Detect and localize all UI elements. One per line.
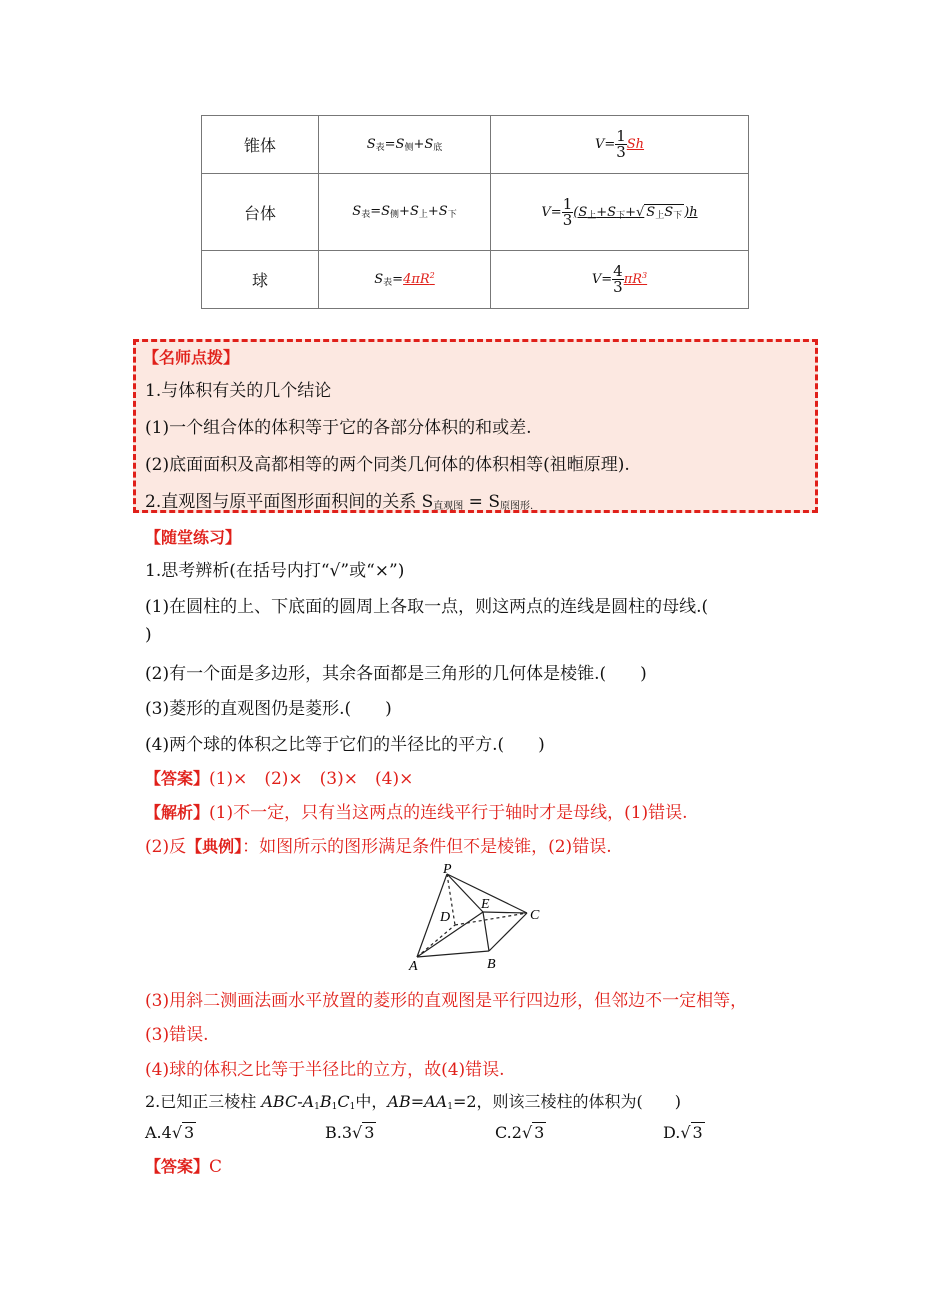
formula-text: 4πR: [403, 272, 430, 287]
table-row: [202, 174, 749, 251]
answer-text: C: [209, 1157, 223, 1177]
radical-sign: √: [635, 204, 645, 220]
tip-line: (1)一个组合体的体积等于它的各部分体积的和或差.: [145, 418, 532, 438]
formula-answer: [403, 272, 435, 287]
radical-sign: √: [521, 1123, 533, 1142]
numerator: 1: [616, 127, 626, 145]
formula-sub: 表: [383, 278, 393, 288]
formula-text: +S: [399, 204, 419, 219]
option-c[interactable]: [495, 1122, 546, 1142]
formula-text: V=: [594, 137, 616, 152]
formula-text: +S: [596, 204, 617, 220]
option-d[interactable]: [663, 1122, 705, 1142]
solid-name: 球: [202, 251, 319, 309]
denominator: 3: [613, 278, 623, 296]
question-text: 中，: [355, 1092, 388, 1111]
formula-sub: 表: [361, 210, 371, 220]
analysis-text: (2)反: [145, 837, 187, 857]
volume-formula: [491, 174, 749, 251]
sub-1: 1: [447, 1102, 453, 1112]
tip-sub: 原图形.: [499, 501, 534, 512]
answer-line: [145, 1154, 222, 1177]
analysis-line: (4)球的体积之比等于半径比的立方，故(4)错误.: [145, 1060, 505, 1080]
analysis-line: [145, 832, 612, 857]
formula-sub: 下: [616, 210, 626, 221]
edge-BC: [489, 913, 527, 951]
formula-sub: 侧: [404, 142, 414, 153]
analysis-label: 【解析】: [145, 803, 210, 822]
tip-line: 1.与体积有关的几个结论: [145, 381, 332, 401]
radicand: [644, 204, 684, 221]
volume-formula: [491, 251, 749, 309]
tip-line: [145, 487, 533, 512]
analysis-line: [145, 798, 688, 823]
edge-EB: [483, 912, 489, 951]
question-text: ABC-A: [261, 1092, 315, 1111]
tip-text: = S: [463, 492, 500, 512]
question-text: =2，则该三棱柱的体积为( ): [452, 1092, 682, 1111]
frustum-volume-answer: [573, 205, 697, 220]
answer-label: 【答案】: [145, 1157, 210, 1176]
solid-name: 锥体: [202, 116, 319, 174]
question-text: (1)在圆柱的上、下底面的圆周上各取一点，则这两点的连线是圆柱的母线.(: [145, 597, 709, 617]
analysis-text: ：如图所示的图形满足条件但不是棱锥，(2)错误.: [242, 837, 612, 857]
tip-line: (2)底面面积及高都相等的两个同类几何体的体积相等(祖暅原理).: [145, 455, 630, 475]
formula-answer: [624, 272, 647, 287]
table-row: [202, 251, 749, 309]
answer-text: (1)× (2)× (3)× (4)×: [209, 769, 414, 789]
radical-sign: √: [352, 1123, 363, 1142]
radicand: 3: [364, 1123, 375, 1142]
question-2: [145, 1089, 681, 1112]
practice-title: 【随堂练习】: [145, 528, 242, 547]
tip-text: 2.直观图与原平面图形面积间的关系 S: [145, 492, 434, 512]
sub-1: 1: [314, 1102, 320, 1112]
question-text: B: [319, 1092, 332, 1111]
numerator: 4: [613, 262, 623, 280]
formula-text: )h: [684, 204, 698, 220]
fraction: [615, 129, 627, 160]
option-label: C.2: [495, 1123, 522, 1142]
tip-title: 【名师点拨】: [143, 348, 240, 367]
formula-table: [201, 115, 749, 309]
analysis-line: (3)错误.: [145, 1025, 209, 1045]
formula-sub: 侧: [390, 210, 400, 220]
formula-sub: 底: [433, 142, 443, 153]
formula-text: +: [625, 204, 636, 220]
option-label: B.3: [325, 1123, 353, 1142]
edge-AB: [417, 951, 489, 957]
formula-text: V=: [541, 204, 562, 220]
formula-sub: 上: [655, 210, 665, 221]
formula-text: V=: [591, 272, 613, 287]
surface-area-formula: [319, 116, 491, 174]
formula-text: =: [392, 272, 404, 287]
formula-sub: 上: [418, 210, 428, 220]
question-text: (2)有一个面是多边形，其余各面都是三角形的几何体是棱锥.( ): [145, 664, 647, 684]
analysis-line: (3)用斜二测画法画水平放置的菱形的直观图是平行四边形，但邻边不一定相等，: [145, 991, 748, 1011]
radical-sign: √: [171, 1123, 183, 1142]
denominator: 3: [616, 143, 626, 161]
label-P: P: [443, 862, 452, 877]
example-label: 【典例】: [186, 837, 243, 856]
denominator: 3: [562, 210, 573, 229]
formula-text: +S: [413, 136, 434, 152]
question-text: (3)菱形的直观图仍是菱形.( ): [145, 699, 392, 719]
sub-1: 1: [349, 1102, 356, 1112]
radicand: 3: [692, 1123, 703, 1142]
surface-area-formula: [319, 251, 491, 309]
option-a[interactable]: [145, 1122, 196, 1142]
option-label: D.: [663, 1123, 681, 1142]
solid-name: 台体: [202, 174, 319, 251]
label-B: B: [487, 957, 496, 972]
option-b[interactable]: [325, 1122, 376, 1142]
surface-area-formula: [319, 174, 491, 251]
label-C: C: [530, 908, 540, 923]
formula-answer: Sh: [626, 137, 645, 152]
option-label: A.4: [145, 1123, 172, 1142]
analysis-text: (1)不一定，只有当这两点的连线平行于轴时才是母线，(1)错误.: [209, 803, 688, 823]
formula-text: =S: [370, 204, 391, 219]
question-text: (4)两个球的体积之比等于它们的半径比的平方.( ): [145, 735, 545, 755]
volume-formula: [491, 116, 749, 174]
formula-sup: 2: [429, 271, 435, 280]
formula-sup: 3: [642, 271, 648, 280]
answer-label: 【答案】: [145, 769, 210, 788]
fraction: [562, 194, 574, 229]
formula-sub: 下: [673, 210, 683, 221]
formula-sub: 下: [447, 210, 457, 220]
tip-sub: 直观图: [433, 501, 464, 512]
radicand: 3: [534, 1123, 545, 1142]
question-text: 2.已知正三棱柱: [145, 1092, 262, 1111]
question-text: 1.思考辨析(在括号内打“√”或“×”): [145, 561, 405, 581]
radical-sign: √: [680, 1123, 691, 1142]
label-D: D: [440, 910, 451, 925]
formula-sub: 表: [375, 142, 385, 153]
question-text: AB=AA: [387, 1092, 448, 1111]
label-A: A: [409, 959, 418, 974]
formula-text: =S: [384, 136, 405, 152]
label-E: E: [481, 897, 490, 912]
table-row: [202, 116, 749, 174]
formula-text: S: [352, 204, 362, 219]
formula-text: S: [366, 136, 376, 152]
question-text: C: [337, 1092, 350, 1111]
formula-text: S: [646, 204, 656, 220]
formula-text: S: [664, 204, 674, 220]
answer-line: [145, 764, 413, 789]
pyramid-figure: [405, 862, 555, 974]
sub-1: 1: [331, 1102, 338, 1112]
question-text: ): [145, 625, 152, 645]
edge-EC: [483, 912, 527, 913]
formula-sub: 上: [587, 210, 597, 221]
fraction: [612, 264, 624, 295]
radicand: 3: [184, 1123, 195, 1142]
formula-text: +S: [427, 204, 448, 219]
formula-text: S: [374, 272, 384, 287]
formula-text: (S: [573, 204, 588, 220]
numerator: 1: [562, 194, 573, 213]
formula-text: πR: [623, 272, 643, 287]
